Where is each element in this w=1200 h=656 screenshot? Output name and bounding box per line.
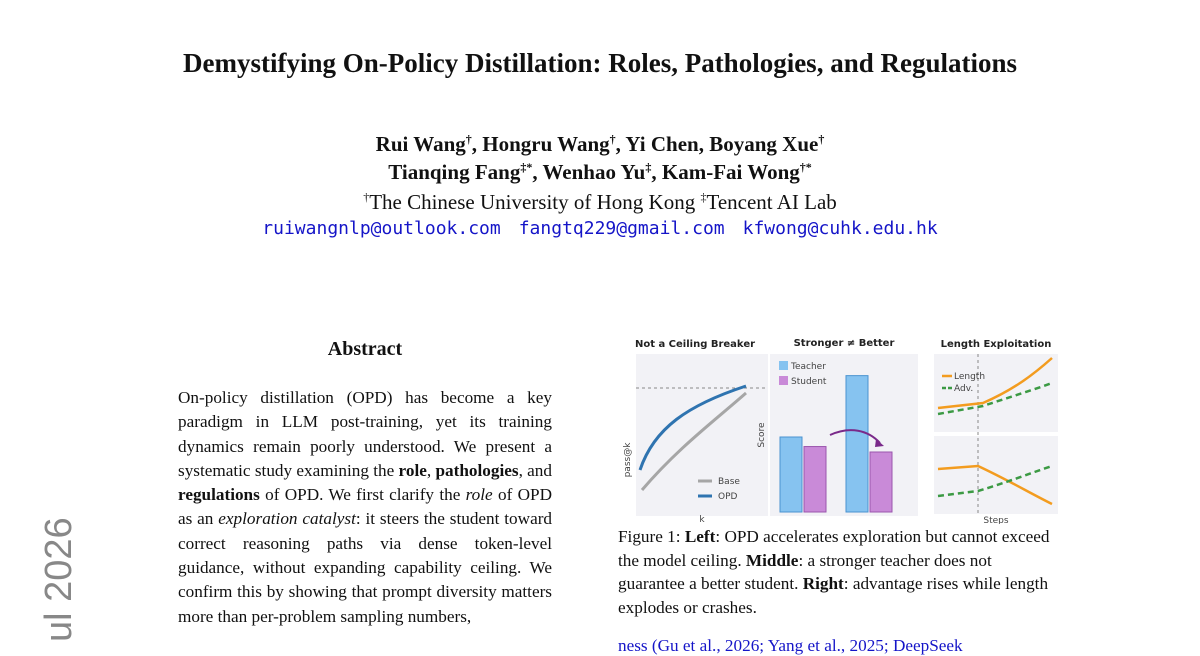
abstract-text: On-policy distillation (OPD) has become a key paradigm in LLM post-training, yet its training dynamics remain poorly understood. We present a systematic study examining the role, pathologies, and regulations of OPD. We first clarify the role of OPD as an exploration catalyst: it steers the student toward correct reasoning paths via dense token-level guidance, without expanding capability ceiling. We confirm this by showing that prompt diversity matters more than per-problem sampling numbers, [178,388,553,626]
figure-caption: Figure 1: Left: OPD accelerates exploration but cannot exceed the model ceiling. Middle: a stronger teacher does not guarantee a better student. Right: advantage rises while length explodes or crashes. [618,527,1050,617]
author-mark: †* [799,160,812,174]
author-name: Tianqing Fang [388,160,521,184]
author-name: Boyang Xue [709,132,819,156]
figure-1 [618,330,1062,524]
paper-title: Demystifying On-Policy Distillation: Roles, Pathologies, and Regulations [182,48,1017,78]
author-name: Hongru Wang [482,132,610,156]
legend-teacher-label: Teacher [791,362,826,372]
legend-adv-label: Adv. [954,384,974,394]
middle-ylabel: Score [757,422,767,448]
author-name: Wenhao Yu [542,160,646,184]
affiliation-mark: † [363,190,370,204]
right-xlabel: Steps [983,516,1009,524]
right-top-plot-bg [934,354,1058,432]
legend-student-label: Student [791,377,827,387]
bar-teacher-0 [780,437,802,512]
author-name: Kam-Fai Wong [661,160,800,184]
arxiv-side-stamp: ul 2026 [38,517,80,642]
affiliation-mark: ‡ [700,190,707,204]
author-mark: ‡ [645,160,652,174]
left-ylabel: pass@k [623,442,633,478]
author-block [0,130,1200,186]
left-plot-bg [636,354,768,516]
author-name: Rui Wang [375,132,466,156]
email-link[interactable]: ruiwangnlp@outlook.com [262,218,501,239]
author-line-2: Tianqing Fang‡*, Wenhao Yu‡, Kam-Fai Wong†* [388,160,812,184]
middle-panel [757,354,918,516]
author-line-1: Rui Wang†, Hongru Wang†, Yi Chen, Boyang Xue† [375,132,825,156]
legend-opd-label: OPD [718,492,738,502]
legend-base-label: Base [718,477,740,487]
email-list [0,218,1200,239]
affiliation-2: Tencent AI Lab [706,190,837,214]
affiliation-1: The Chinese University of Hong Kong [369,190,696,214]
legend-student-swatch [779,376,788,385]
email-link[interactable]: fangtq229@gmail.com [518,218,725,239]
author-mark: † [609,132,616,146]
left-xlabel: k [699,515,705,524]
author-name: Yi Chen [625,132,699,156]
author-mark: † [818,132,825,146]
bar-student-0 [804,447,826,512]
citation-line[interactable]: ness (Gu et al., 2026; Yang et al., 2025; DeepSeek [618,636,963,655]
left-panel [623,354,768,524]
author-mark: ‡* [520,160,533,174]
legend-length-label: Length [954,372,986,382]
panel-title-middle: Stronger ≠ Better [793,338,895,349]
legend-teacher-swatch [779,361,788,370]
affiliations [0,188,1200,216]
panel-title-left: Not a Ceiling Breaker [634,339,756,350]
email-link[interactable]: kfwong@cuhk.edu.hk [742,218,938,239]
author-mark: † [465,132,472,146]
panel-title-right: Length Exploitation [940,339,1052,350]
bar-student-1 [870,452,892,512]
abstract-heading: Abstract [327,338,403,360]
bar-teacher-1 [846,376,868,512]
right-panel [934,354,1058,524]
